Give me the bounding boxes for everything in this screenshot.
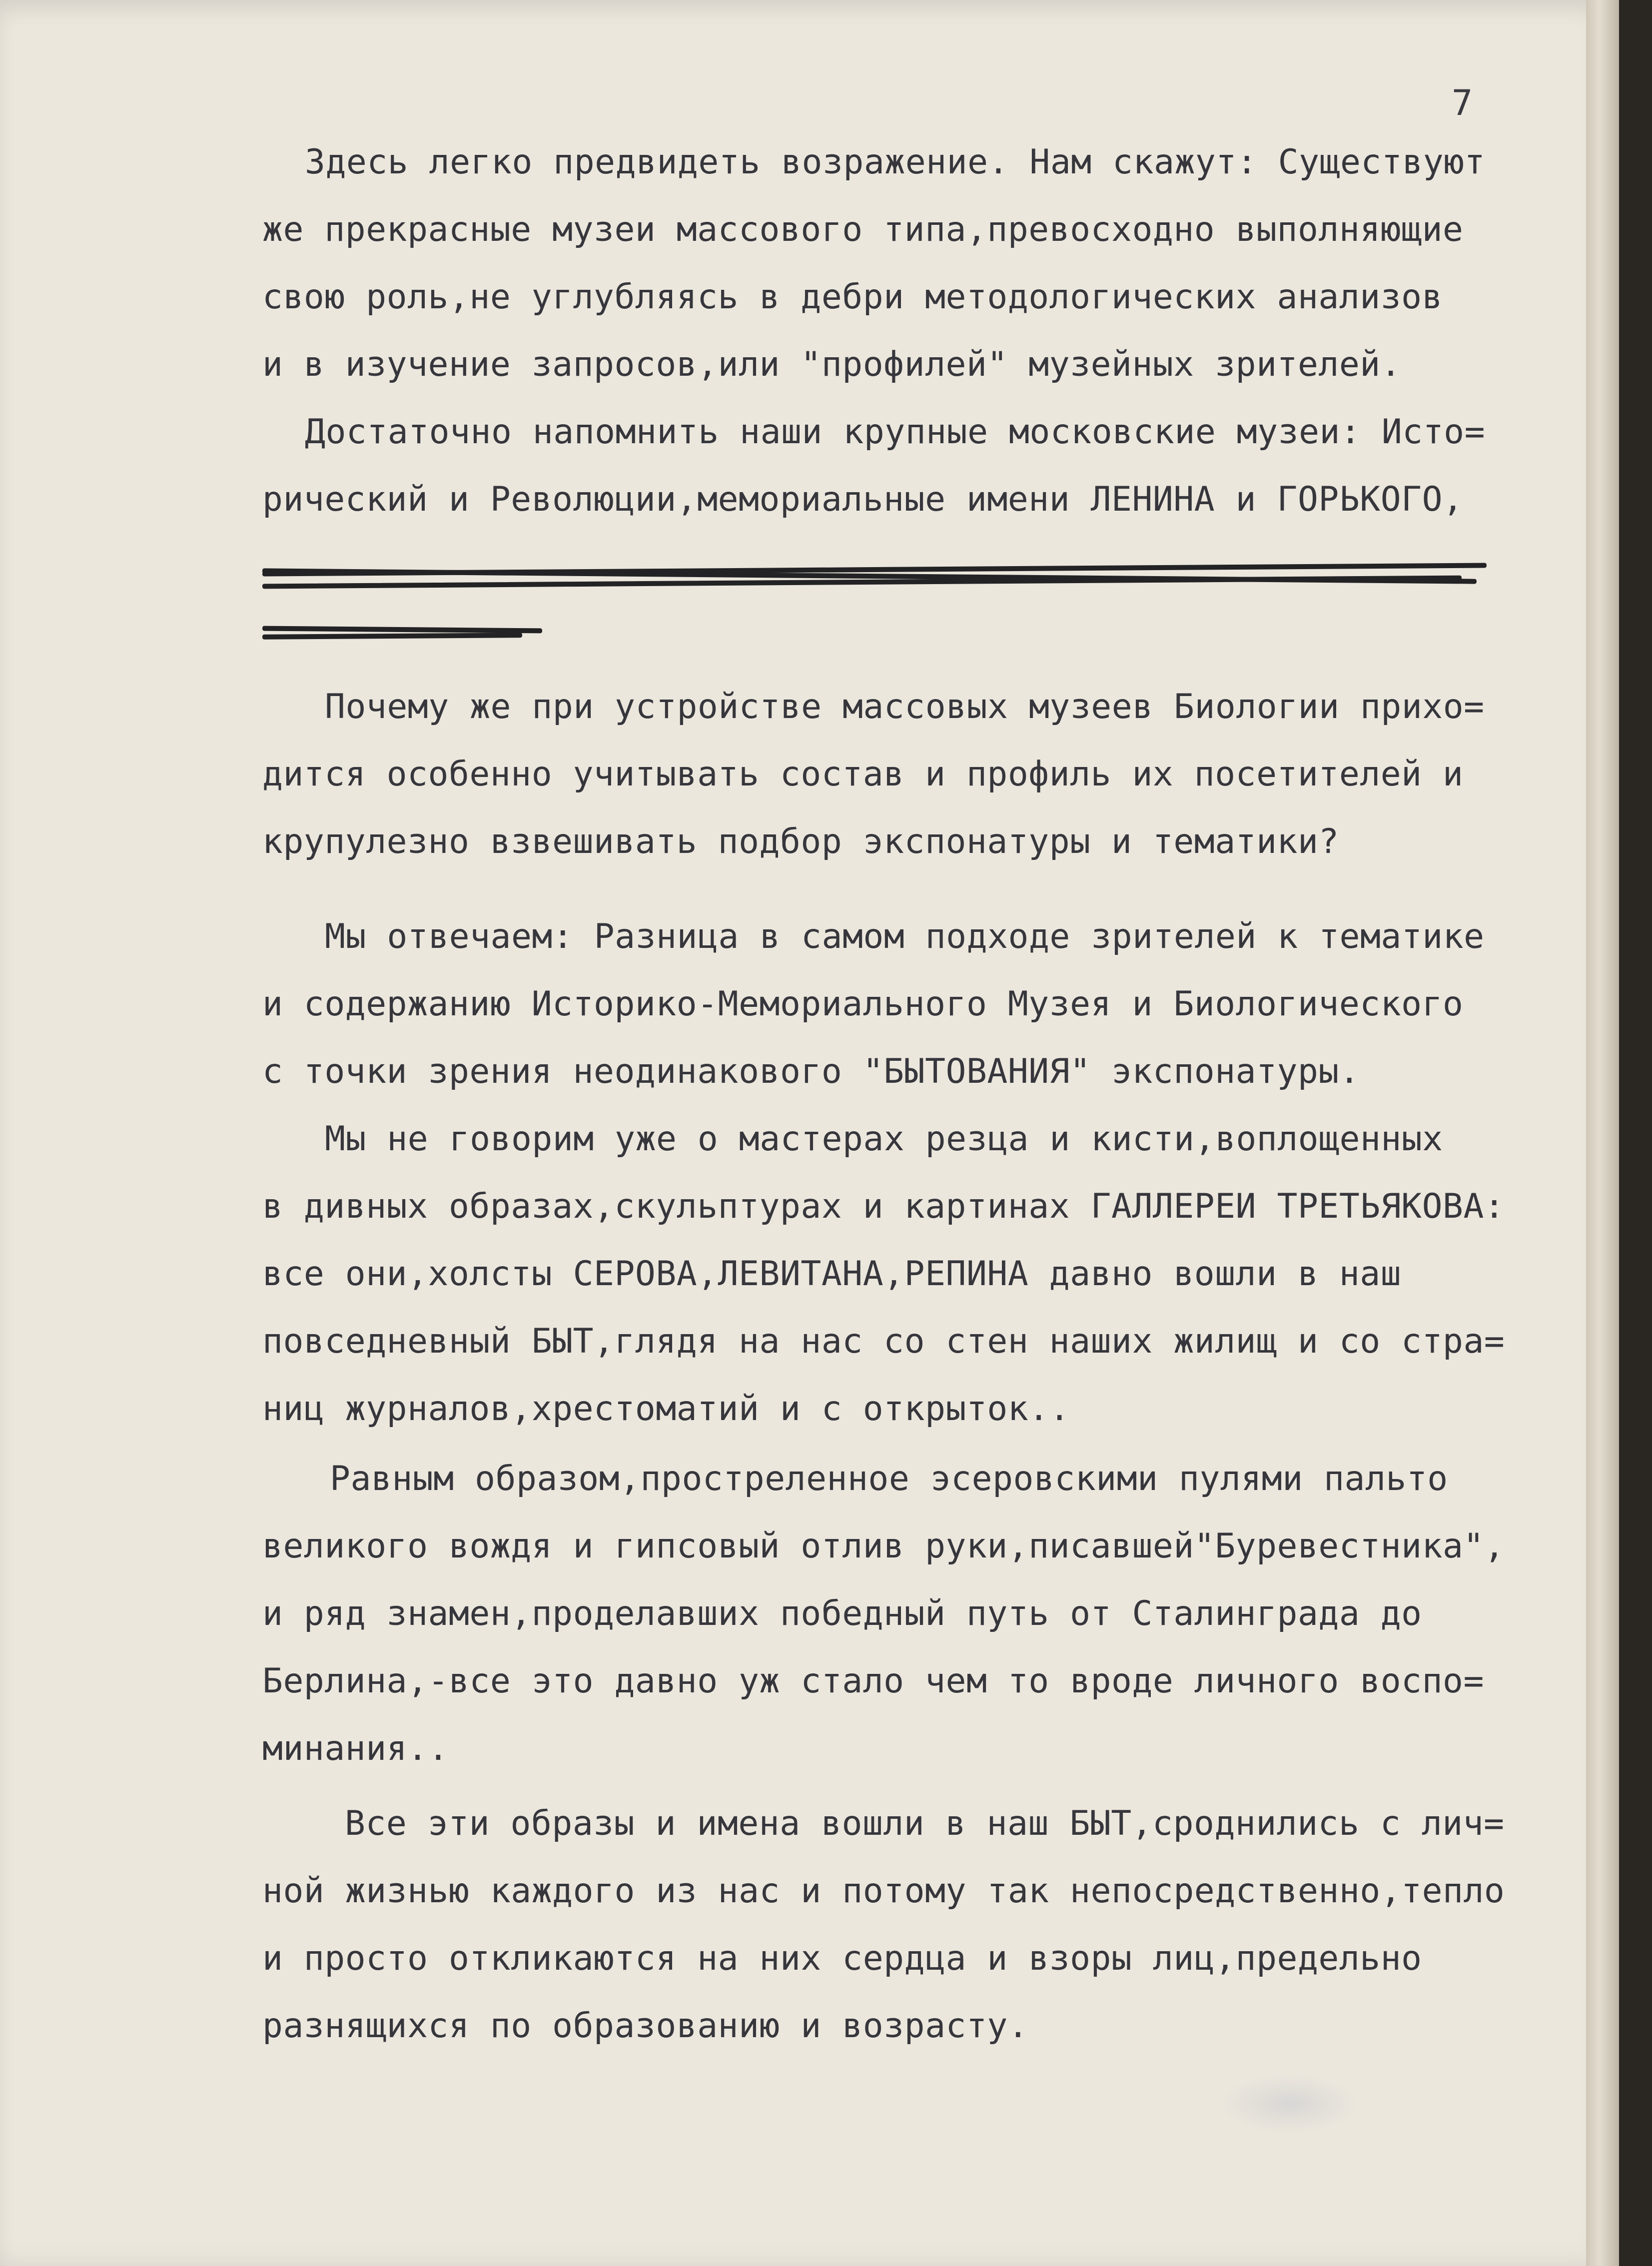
text-line: и ряд знамен,проделавших победный путь от Сталинграда до bbox=[262, 1594, 1422, 1633]
text-line: ной жизнью каждого из нас и потому так непосредственно,тепло bbox=[262, 1871, 1505, 1911]
strikethrough-line bbox=[262, 626, 542, 634]
page-number: 7 bbox=[1452, 82, 1473, 123]
text-line: в дивных образах,скульптурах и картинах ГАЛЛЕРЕИ ТРЕТЬЯКОВА: bbox=[262, 1187, 1505, 1226]
text-line: Равным образом,простреленное эсеровскими пулями пальто bbox=[330, 1459, 1448, 1499]
text-line: дится особенно учитывать состав и профиль их посетителей и bbox=[262, 755, 1464, 794]
text-line: и содержанию Историко-Мемориального Музея и Биологического bbox=[262, 984, 1464, 1024]
ink-stamp-mark bbox=[1219, 2074, 1359, 2134]
text-line: и в изучение запросов,или "профилей" музейных зрителей. bbox=[262, 345, 1402, 384]
text-line: ниц журналов,хрестоматий и с открыток.. bbox=[262, 1389, 1070, 1429]
text-line: Все эти образы и имена вошли в наш БЫТ,сроднились с лич= bbox=[345, 1804, 1505, 1843]
text-line: Здесь легко предвидеть возражение. Нам скажут: Существуют bbox=[305, 142, 1486, 182]
text-line: повседневный БЫТ,глядя на нас со стен наших жилищ и со стра= bbox=[262, 1322, 1505, 1361]
text-line: Берлина,-все это давно уж стало чем то вроде личного воспо= bbox=[262, 1661, 1484, 1701]
text-line: с точки зрения неодинакового "БЫТОВАНИЯ" экспонатуры. bbox=[262, 1052, 1360, 1091]
text-line: разнящихся по образованию и возрасту. bbox=[262, 2006, 1029, 2046]
text-line: все они,холсты СЕРОВА,ЛЕВИТАНА,РЕПИНА давно вошли в наш bbox=[262, 1254, 1402, 1294]
text-line: Мы отвечаем: Разница в самом подходе зрителей к тематике bbox=[325, 917, 1485, 956]
text-line: минания.. bbox=[262, 1729, 449, 1768]
text-line: свою роль,не углубляясь в дебри методологических анализов bbox=[262, 277, 1443, 317]
text-line: Достаточно напомнить наши крупные московские музеи: Исто= bbox=[305, 412, 1486, 452]
text-line: великого вождя и гипсовый отлив руки,писавшей"Буревестника", bbox=[262, 1526, 1505, 1566]
text-line: Почему же при устройстве массовых музеев Биологии прихо= bbox=[325, 687, 1485, 727]
text-line: рический и Революции,мемориальные имени ЛЕНИНА и ГОРЬКОГО, bbox=[262, 480, 1464, 519]
strikethrough-line bbox=[262, 633, 522, 640]
text-line: и просто откликаются на них сердца и взоры лиц,предельно bbox=[262, 1939, 1422, 1978]
text-line: же прекрасные музеи массового типа,превосходно выполняющие bbox=[262, 210, 1464, 249]
page-edge bbox=[1586, 0, 1619, 2266]
text-line: крупулезно взвешивать подбор экспонатуры и тематики? bbox=[262, 822, 1339, 861]
text-line: Мы не говорим уже о мастерах резца и кисти,воплощенных bbox=[325, 1119, 1443, 1159]
